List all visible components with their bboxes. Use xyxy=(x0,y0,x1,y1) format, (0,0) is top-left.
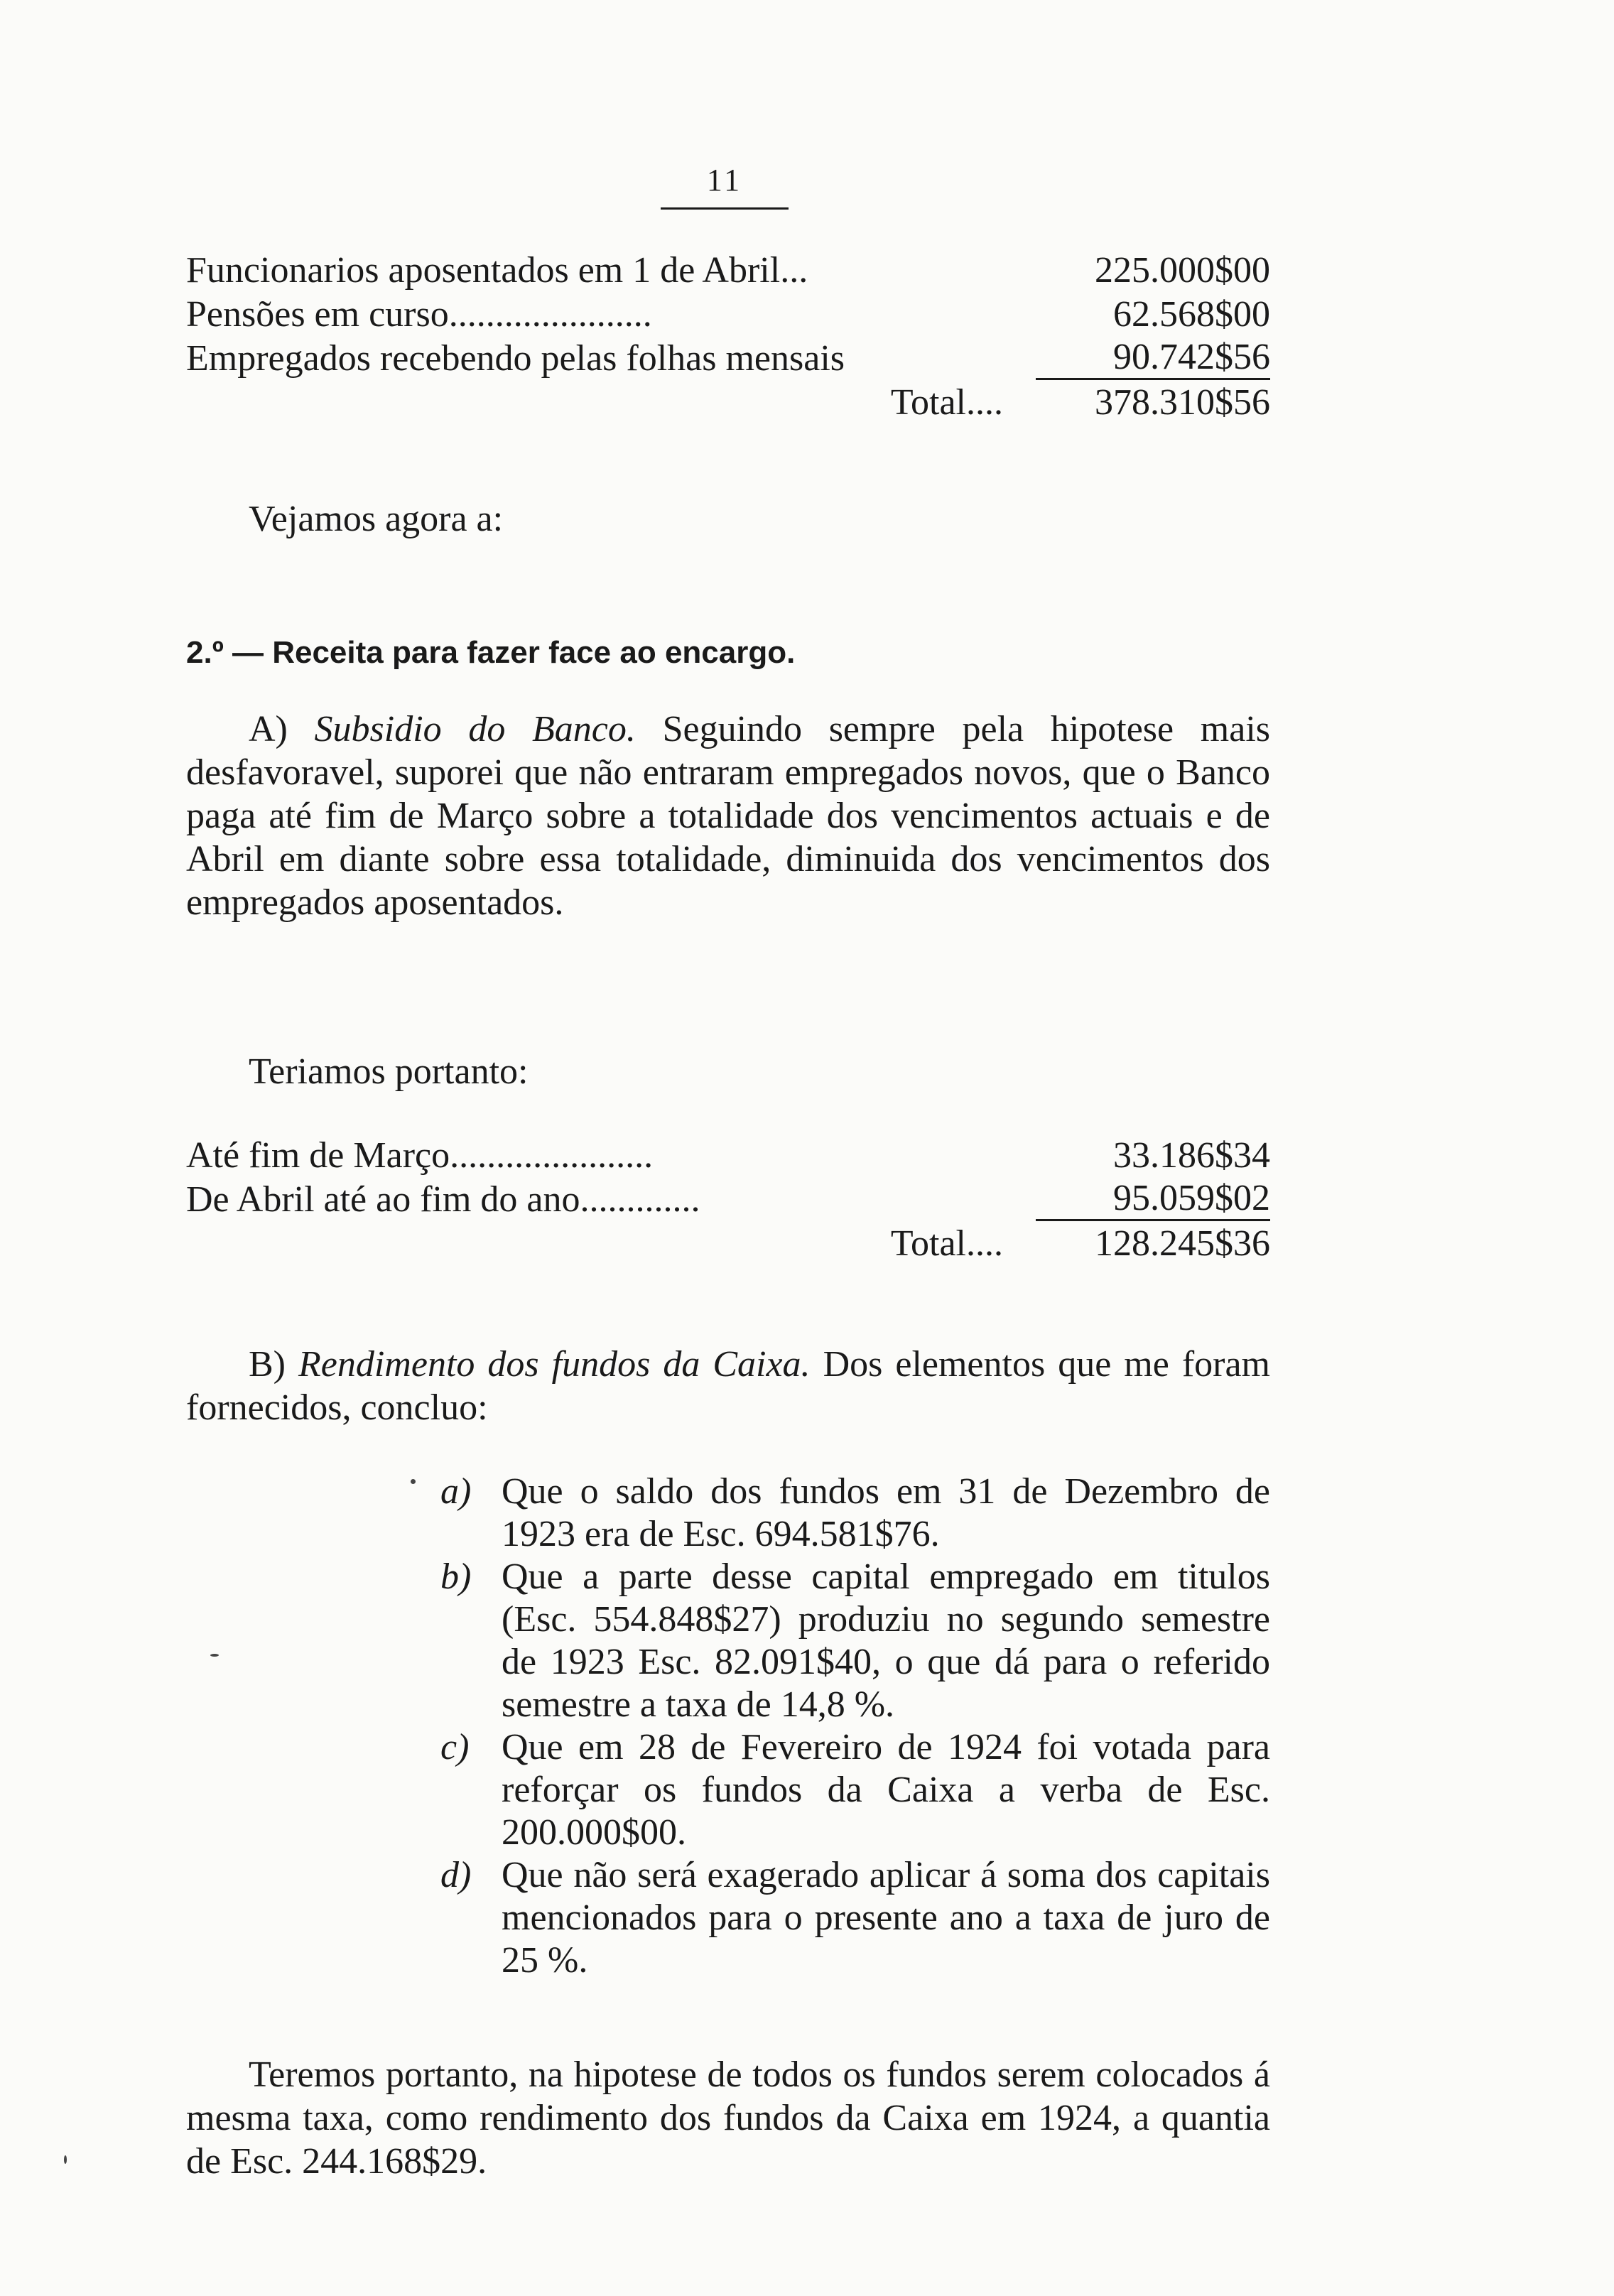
para-b-text: Dos elementos que me foram fornecidos, concluo: xyxy=(186,1344,1270,1428)
total-row xyxy=(186,1222,1270,1266)
total-value: 128.245$36 xyxy=(1095,1223,1270,1264)
total-label: Total.... xyxy=(890,382,1003,423)
list-item xyxy=(440,1556,1270,1726)
row-label: Até fim de Março...................... xyxy=(186,1135,654,1176)
total-value: 378.310$56 xyxy=(1095,382,1270,423)
row-label: Pensões em curso...................... xyxy=(186,294,652,335)
item-marker: c) xyxy=(440,1727,470,1767)
row-value: 62.568$00 xyxy=(1113,294,1270,335)
table-row xyxy=(186,249,1270,293)
table-row xyxy=(186,337,1270,381)
row-label: Funcionarios aposentados em 1 de Abril... xyxy=(186,250,808,291)
para-a-text: Seguindo sempre pela hipotese mais desfavoravel, suporei que não entraram empregados novos, que o Banco paga até fim de Março sobre a totalidade dos vencimentos actuais e de Abril em diante sobre essa totalidade, diminuida dos vencimentos dos empregados aposentados. xyxy=(186,709,1270,923)
section-heading: 2.º — Receita para fazer face ao encargo. xyxy=(186,635,796,670)
scan-speck xyxy=(210,1654,219,1657)
table-row xyxy=(186,293,1270,337)
findings-list xyxy=(440,1471,1270,1982)
page-number: 11 xyxy=(706,163,743,197)
total-row xyxy=(186,381,1270,425)
row-value: 95.059$02 xyxy=(1036,1178,1270,1221)
item-text: Que o saldo dos fundos em 31 de Dezembro de 1923 era de Esc. 694.581$76. xyxy=(502,1471,1270,1554)
table-row xyxy=(186,1134,1270,1178)
item-text: Que em 28 de Fevereiro de 1924 foi votada para reforçar os fundos da Caixa a verba de Esc. 200.000$00. xyxy=(502,1727,1270,1853)
list-item xyxy=(440,1471,1270,1556)
item-marker: a) xyxy=(440,1471,472,1512)
pension-table xyxy=(186,249,1270,425)
para-a-title: Subsidio do Banco. xyxy=(314,709,636,749)
scan-speck xyxy=(411,1479,416,1484)
intro-text: Vejamos agora a: xyxy=(249,499,504,539)
item-marker: d) xyxy=(440,1855,472,1895)
teriamos-text: Teriamos portanto: xyxy=(249,1051,529,1092)
item-marker: b) xyxy=(440,1556,472,1597)
para-b-prefix: B) xyxy=(249,1344,299,1385)
list-item xyxy=(440,1726,1270,1854)
row-label: De Abril até ao fim do ano............. xyxy=(186,1179,700,1220)
item-text: Que a parte desse capital empregado em titulos (Esc. 554.848$27) produziu no segundo semestre de 1923 Esc. 82.091$40, o que dá para o referido semestre a taxa de 14,8 %. xyxy=(502,1556,1270,1725)
row-value: 90.742$56 xyxy=(1036,337,1270,380)
para-b-title: Rendimento dos fundos da Caixa. xyxy=(298,1344,811,1385)
total-label: Total.... xyxy=(890,1223,1003,1264)
paragraph-b xyxy=(186,1343,1270,1429)
row-label: Empregados recebendo pelas folhas mensais xyxy=(186,338,845,379)
row-value: 225.000$00 xyxy=(1095,250,1270,291)
table-row xyxy=(186,1178,1270,1222)
subsidy-table xyxy=(186,1134,1270,1266)
page-number-rule xyxy=(661,207,789,210)
list-item xyxy=(440,1854,1270,1982)
para-a-prefix: A) xyxy=(249,709,315,749)
conclusion-paragraph: Teremos portanto, na hipotese de todos os fundos serem colocados á mesma taxa, como rendimento dos fundos da Caixa em 1924, a quantia de Esc. 244.168$29. xyxy=(186,2054,1270,2182)
paragraph-a xyxy=(186,708,1270,924)
item-text: Que não será exagerado aplicar á soma dos capitais mencionados para o presente ano a taxa de juro de 25 %. xyxy=(502,1855,1270,1981)
row-value: 33.186$34 xyxy=(1113,1135,1270,1176)
scan-speck xyxy=(64,2155,67,2164)
